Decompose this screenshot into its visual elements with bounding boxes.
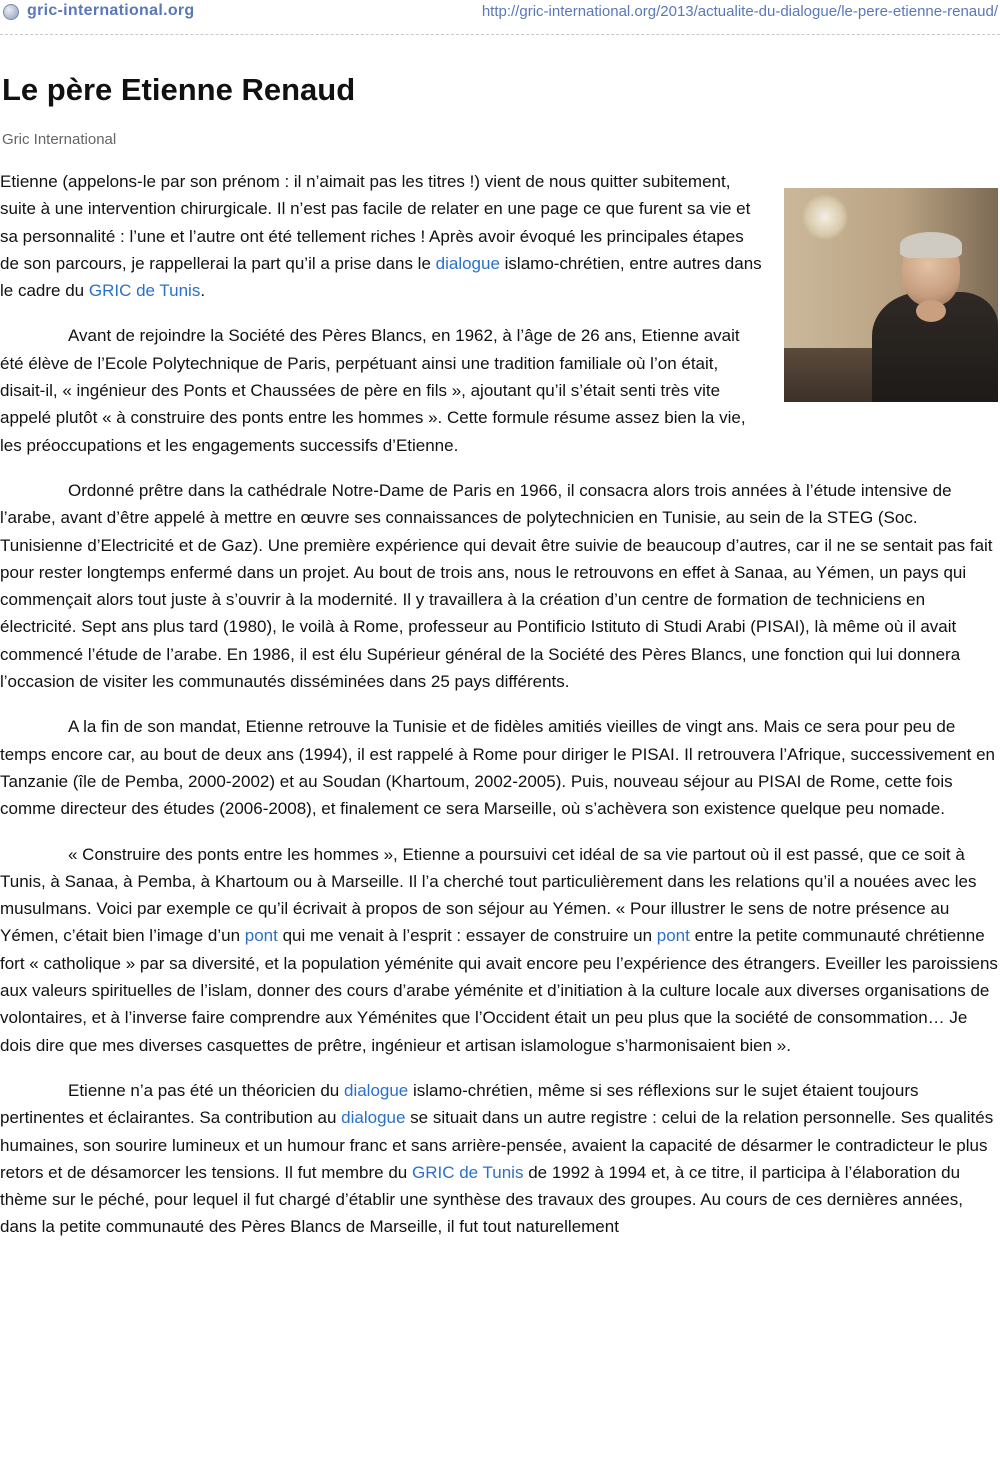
browser-header: [0, 0, 1000, 35]
paragraph-intro: Etienne (appelons-le par son prénom : il n’aimait pas les titres !) vient de nous quitter subitement, suite à une intervention chirurgicale. Il n’est pas facile de relater en une page ce que furent sa vie et sa personnalité : l’une et l’autre ont été tellement riches ! Après avoir évoqué les principales étapes de son parcours, je rappellerai la part qu’il a prise dans le dialogue islamo-chrétien, entre autres dans le cadre du GRIC de Tunis.: [0, 172, 762, 301]
dialogue-link[interactable]: dialogue: [341, 1108, 406, 1128]
article-body: [0, 168, 998, 1259]
paragraph-later-career: A la fin de son mandat, Etienne retrouve la Tunisie et de fidèles amitiés vieilles de vingt ans. Mais ce sera pour peu de temps encore car, au bout de deux ans (1994), il est rappelé à Rome pour diriger le PISAI. Il retrouvera l’Afrique, successivement en Tanzanie (île de Pemba, 2000-2002) et au Soudan (Khartoum, 2002-2005). Puis, nouveau séjour au PISAI de Rome, cette fois comme directeur des études (2006-2008), et finalement ce sera Marseille, où s’achèvera son existence quelque peu nomade.: [0, 717, 996, 819]
page-url[interactable]: http://gric-international.org/2013/actualite-du-dialogue/le-pere-etienne-renaud/: [481, 3, 998, 20]
dialogue-link[interactable]: dialogue: [343, 1080, 409, 1100]
page-title: Le père Etienne Renaud: [2, 72, 356, 107]
site-name[interactable]: gric-international.org: [27, 2, 195, 19]
gric-tunis-link[interactable]: GRIC de Tunis: [88, 281, 201, 301]
globe-icon: [3, 4, 19, 20]
pont-link[interactable]: pont: [244, 926, 278, 946]
paragraph-bridges: « Construire des ponts entre les hommes », Etienne a poursuivi cet idéal de sa vie partout où il est passé, que ce soit à Tunis, à Sanaa, à Pemba, à Khartoum ou à Marseille. Il l’a cherché tout particulièrement dans les relations qu’il a nouées avec les musulmans. Voici par exemple ce qu’il écrivait à propos de son séjour au Yémen. « Pour illustrer le sens de notre présence au Yémen, c’était bien l’image d’un pont qui me venait à l’esprit : essayer de construire un pont entre la petite communauté chrétienne fort « catholique » par sa diversité, et la population yéménite qui avait encore peu l’expérience des étrangers. Eveiller les paroissiens aux valeurs spirituelles de l’islam, donner des cours d’arabe yéménite et d’initiation à la culture locale aux diverses organisations de volontaires, et à l’inverse faire comprendre aux Yéménites que l’Occident était un peu plus que la société de consommation… Je dois dire que mes diverses casquettes de prêtre, ingénieur et artisan islamologue s’harmonisaient bien ».: [0, 844, 998, 1055]
dialogue-link[interactable]: dialogue: [435, 253, 500, 273]
gric-tunis-link[interactable]: GRIC de Tunis: [411, 1162, 524, 1182]
paragraph-dialogue: Etienne n’a pas été un théoricien du dialogue islamo-chrétien, même si ses réflexions sur le sujet étaient toujours pertinentes et éclairantes. Sa contribution au dialogue se situait dans un autre registre : celui de la relation personnelle. Ses qualités humaines, son sourire lumineux et un humour franc et sans arrière-pensée, avaient la capacité de désarmer le contradicteur le plus retors et de désamorcer les tensions. Il fut membre du GRIC de Tunis de 1992 à 1994 et, à ce titre, il participa à l’élaboration du thème sur le péché, pour lequel il fut chargé d’établir une synthèse des travaux des groupes. Au cours de ces dernières années, dans la petite communauté des Pères Blancs de Marseille, il fut tout naturellement: [0, 1080, 994, 1237]
portrait-photo: [784, 188, 998, 402]
paragraph-career: Ordonné prêtre dans la cathédrale Notre-Dame de Paris en 1966, il consacra alors trois années à l’étude intensive de l’arabe, avant d’être appelé à mettre en œuvre ses connaissances de polytechnicien en Tunisie, au sein de la STEG (Soc. Tunisienne d’Electricité et de Gaz). Une première expérience qui devait être suivie de beaucoup d’autres, car il ne se sentait pas fait pour rester longtemps enfermé dans un projet. Au bout de trois ans, nous le retrouvons en effet à Sanaa, au Yémen, un pays qui commençait alors tout juste à s’ouvrir à la modernité. Il y travaillera à la création d’un centre de formation de techniciens en électricité. Sept ans plus tard (1980), le voilà à Rome, professeur au Pontificio Istituto di Studi Arabi (PISAI), là même où il avait commencé l’étude de l’arabe. En 1986, il est élu Supérieur général de la Société des Pères Blancs, une fonction qui lui donnera l’occasion de visiter les communautés disséminées dans 25 pays différents.: [0, 480, 993, 692]
author-name: Gric International: [2, 131, 117, 148]
pont-link[interactable]: pont: [656, 926, 690, 946]
paragraph-early-life: Avant de rejoindre la Société des Pères Blancs, en 1962, à l’âge de 26 ans, Etienne avait été élève de l’Ecole Polytechnique de Paris, perpétuant ainsi une tradition familiale où l’on était, disait-il, « ingénieur des Ponts et Chaussées de père en fils », ajoutant qu’il s’était senti très vite appelé plutôt « à construire des ponts entre les hommes ». Cette formule résume assez bien la vie, les préoccupations et les engagements successifs d’Etienne.: [0, 326, 746, 455]
